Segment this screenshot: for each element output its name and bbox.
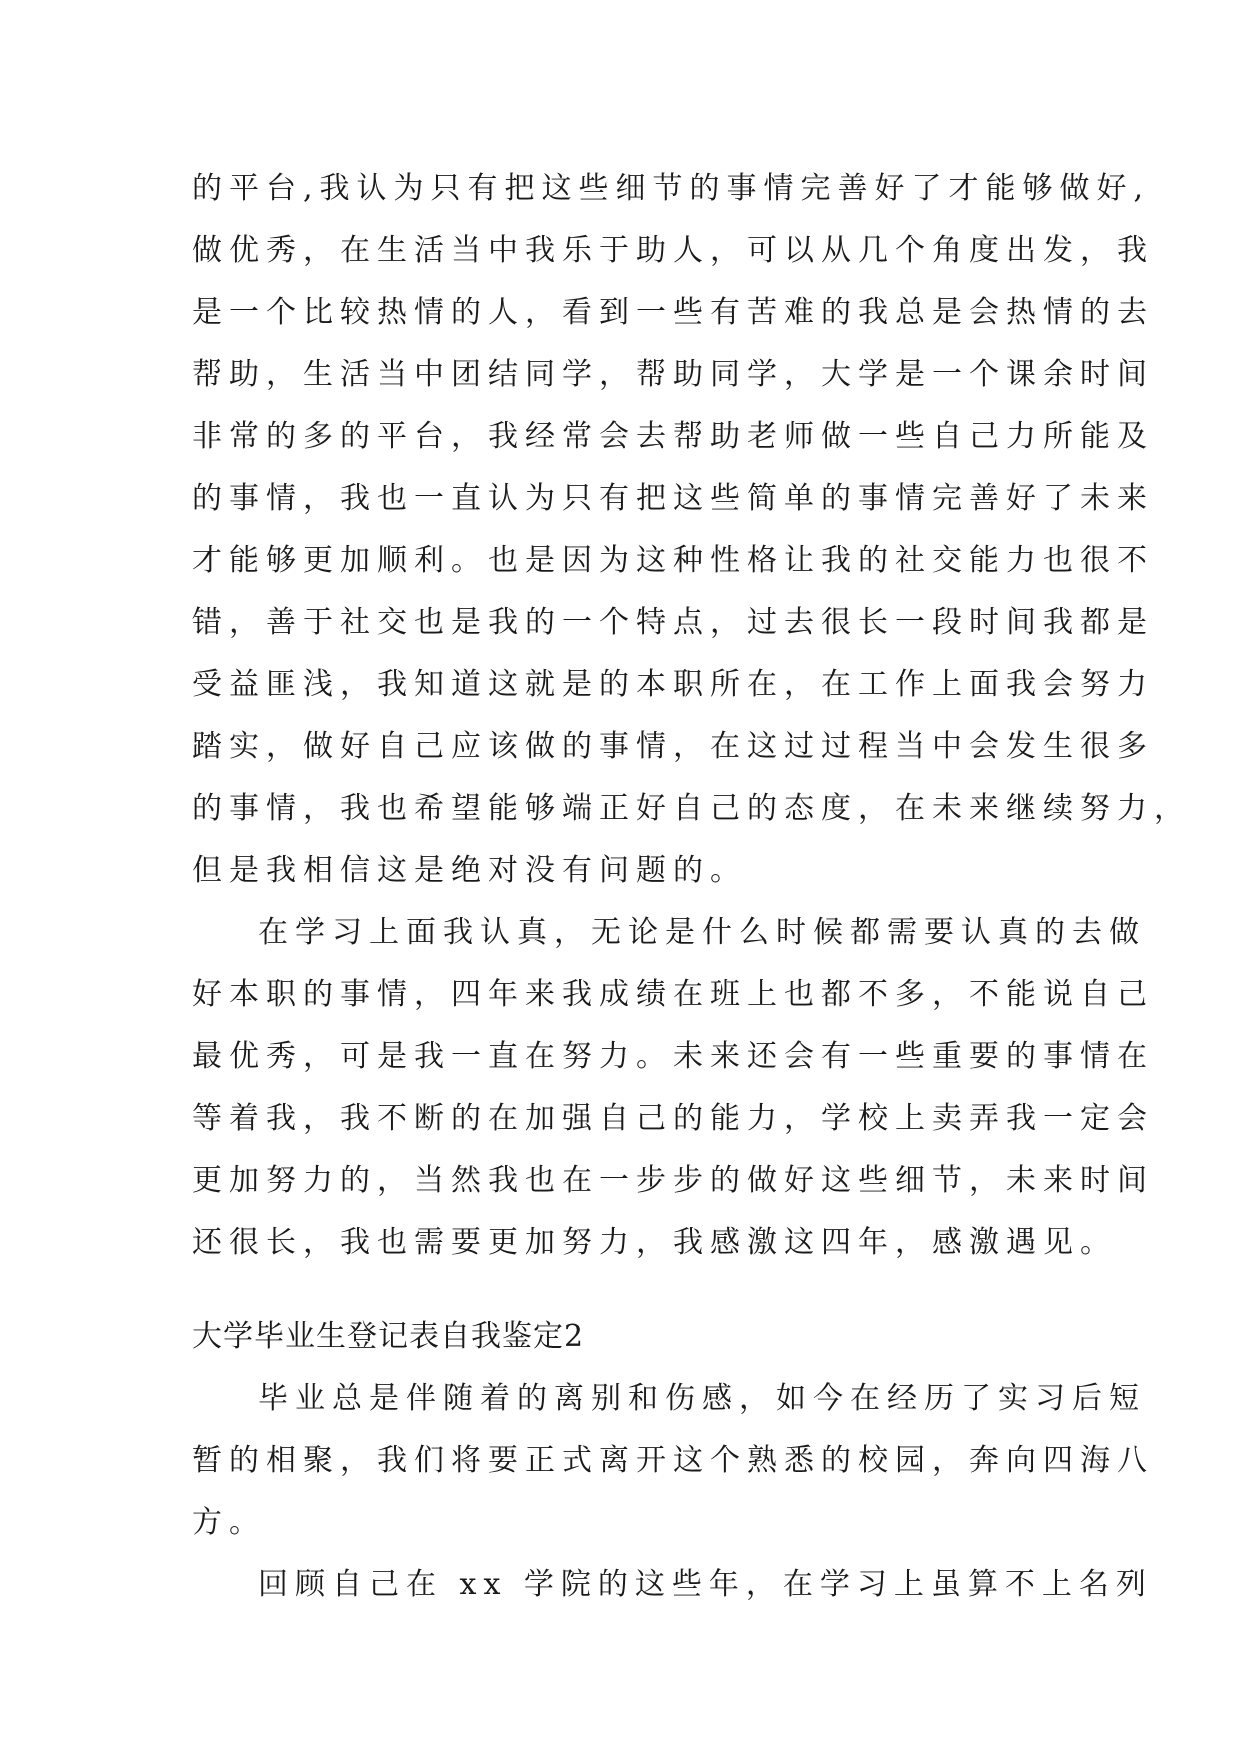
text-line: 的事情，我也希望能够端正好自己的态度，在未来继续努力，: [192, 791, 1191, 826]
text-line: 但是我相信这是绝对没有问题的。: [192, 853, 747, 888]
document-body: [192, 158, 1191, 1616]
paragraph-study: [192, 902, 1154, 1274]
text-line: 非常的多的平台，我经常会去帮助老师做一些自己力所能及: [192, 419, 1154, 454]
text-line: 方。: [192, 1505, 266, 1540]
text-line: 是一个比较热情的人，看到一些有苦难的我总是会热情的去: [192, 295, 1154, 330]
paragraph-continued: [192, 158, 1191, 902]
text-line: 做优秀，在生活当中我乐于助人，可以从几个角度出发，我: [192, 233, 1154, 268]
text-line: 受益匪浅，我知道这就是的本职所在，在工作上面我会努力: [192, 667, 1154, 702]
paragraph-graduation: [192, 1368, 1154, 1554]
text-line: 暂的相聚，我们将要正式离开这个熟悉的校园，奔向四海八: [192, 1443, 1154, 1478]
text-line: 的平台,我认为只有把这些细节的事情完善好了才能够做好,: [192, 171, 1151, 206]
text-line: 好本职的事情，四年来我成绩在班上也都不多，不能说自己: [192, 977, 1154, 1012]
text-line: 回顾自己在 xx 学院的这些年，在学习上虽算不上名列: [258, 1567, 1153, 1602]
text-line: 踏实，做好自己应该做的事情，在这过过程当中会发生很多: [192, 729, 1154, 764]
text-line: 错，善于社交也是我的一个特点，过去很长一段时间我都是: [192, 605, 1154, 640]
text-line: 最优秀，可是我一直在努力。未来还会有一些重要的事情在: [192, 1039, 1154, 1074]
section-title: 大学毕业生登记表自我鉴定2: [192, 1319, 585, 1354]
text-line: 等着我，我不断的在加强自己的能力，学校上卖弄我一定会: [192, 1101, 1154, 1136]
paragraph-review: [192, 1554, 1153, 1616]
text-line: 还很长，我也需要更加努力，我感激这四年，感激遇见。: [192, 1225, 1117, 1260]
text-line: 更加努力的，当然我也在一步步的做好这些细节，未来时间: [192, 1163, 1154, 1198]
text-line: 才能够更加顺利。也是因为这种性格让我的社交能力也很不: [192, 543, 1154, 578]
text-line: 帮助，生活当中团结同学，帮助同学，大学是一个课余时间: [192, 357, 1154, 392]
paragraph-gap: [192, 1274, 1092, 1306]
text-line: 毕业总是伴随着的离别和伤感，如今在经历了实习后短: [258, 1381, 1146, 1416]
text-line: 的事情，我也一直认为只有把这些简单的事情完善好了未来: [192, 481, 1154, 516]
text-line: 在学习上面我认真，无论是什么时候都需要认真的去做: [258, 915, 1146, 950]
